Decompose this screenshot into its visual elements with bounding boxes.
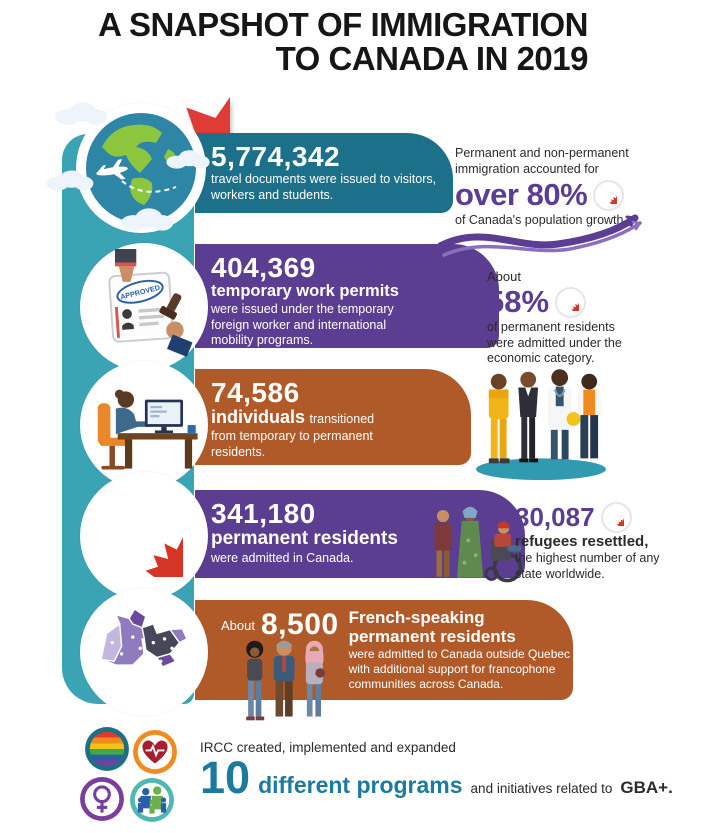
refugees-stat: 30,087 [515,502,595,532]
growth-stat: over 80% [455,177,588,213]
newcomer-woman-figure [246,641,264,721]
growth-outro: of Canada's population growth. [455,213,627,228]
canada-map-icon [88,596,200,708]
female-symbol-icon [79,776,125,822]
french-text-column [349,609,594,691]
maple-leaf-icon [601,187,617,204]
maple-leaf-badge [593,180,624,211]
transitioned-heading-line [211,407,461,428]
maple-leaf-badge [601,502,632,533]
transitioned-desc: from temporary to permanent residents. [211,429,373,459]
economic-stat: 58% [487,284,550,319]
worker-desk-icon [85,370,203,480]
travel-documents-value: 5,774,342 [211,141,341,172]
newcomer-hijab-woman-figure [305,641,324,717]
programs-count: 10 [200,752,251,803]
vest-worker-figure [567,374,600,459]
cloud-icon [52,100,110,126]
desk-icon-circle [80,361,208,489]
banner-travel-documents [195,133,453,213]
footer-middle: and initiatives related to [470,781,613,796]
maple-leaf-icon [609,510,624,526]
work-permits-value: 404,369 [211,252,316,283]
french-heading-line2: permanent residents [348,626,516,646]
economic-category-block [487,269,657,367]
pride-flag-icon [84,726,130,772]
french-newcomers-illustration [238,636,334,726]
businesswoman-figure [518,372,538,463]
french-desc: were admitted to Canada outside Quebec with additional support for francophone communities across Canada. [348,647,571,691]
economic-desc: of permanent residents were admitted under the economic category. [487,320,622,366]
stamp-icon-circle [80,243,208,371]
refugee-man-figure [435,510,452,577]
approved-stamp-text: APPROVED [119,282,161,302]
permanent-residents-heading: permanent residents [211,528,398,550]
newcomer-man-figure [274,641,295,717]
french-prefix: About [221,618,255,633]
french-heading-line1: French-speaking [348,608,485,627]
growth-swoosh-arrows [438,212,650,262]
page-title [38,8,588,77]
maple-icon-circle [80,472,208,600]
construction-worker-figure [489,374,510,464]
transitioned-inline: transitioned [309,412,375,427]
banner-transitioned [195,369,471,465]
programs-label: different programs [258,772,463,798]
doctor-figure [548,369,572,459]
family-group-icon [129,777,175,823]
transitioned-value: 74,586 [211,377,300,408]
work-permits-heading: temporary work permits [211,282,399,301]
gba-programs-block [200,740,705,803]
passport-stamp-icon [86,249,202,365]
gba-label: GBA+. [620,778,673,797]
travel-documents-desc: travel documents were issued to visitors, workers and students. [211,172,437,202]
refugees-resettled-block [515,502,705,582]
map-icon-circle [80,588,208,716]
permanent-residents-desc: were admitted in Canada. [211,551,354,566]
refugee-woman-figure [457,507,483,578]
transitioned-heading: individuals [211,407,306,428]
cloud-icon [44,168,96,192]
refugees-desc: the highest number of any state worldwide. [515,551,660,581]
footer-intro: IRCC created, implemented and expanded [200,740,456,755]
growth-intro: Permanent and non-permanent immigration accounted for [455,146,629,176]
title-line1: A SNAPSHOT OF IMMIGRATION [98,6,588,43]
cloud-icon [164,148,212,170]
title-line2: TO CANADA IN 2019 [275,40,588,78]
french-value: 8,500 [260,608,339,641]
work-permits-desc: were issued under the temporary foreign worker and international mobility programs. [211,302,394,347]
permanent-residents-value: 341,180 [211,498,316,529]
economic-prefix: About [487,269,521,284]
maple-leaf-badge [555,287,586,318]
maple-leaf-icon [563,294,579,311]
maple-leaf-icon [105,495,183,577]
cloud-icon [118,206,176,232]
economic-workers-illustration [466,356,616,482]
refugees-heading: refugees resettled, [515,533,649,550]
heart-pulse-icon [132,729,178,775]
